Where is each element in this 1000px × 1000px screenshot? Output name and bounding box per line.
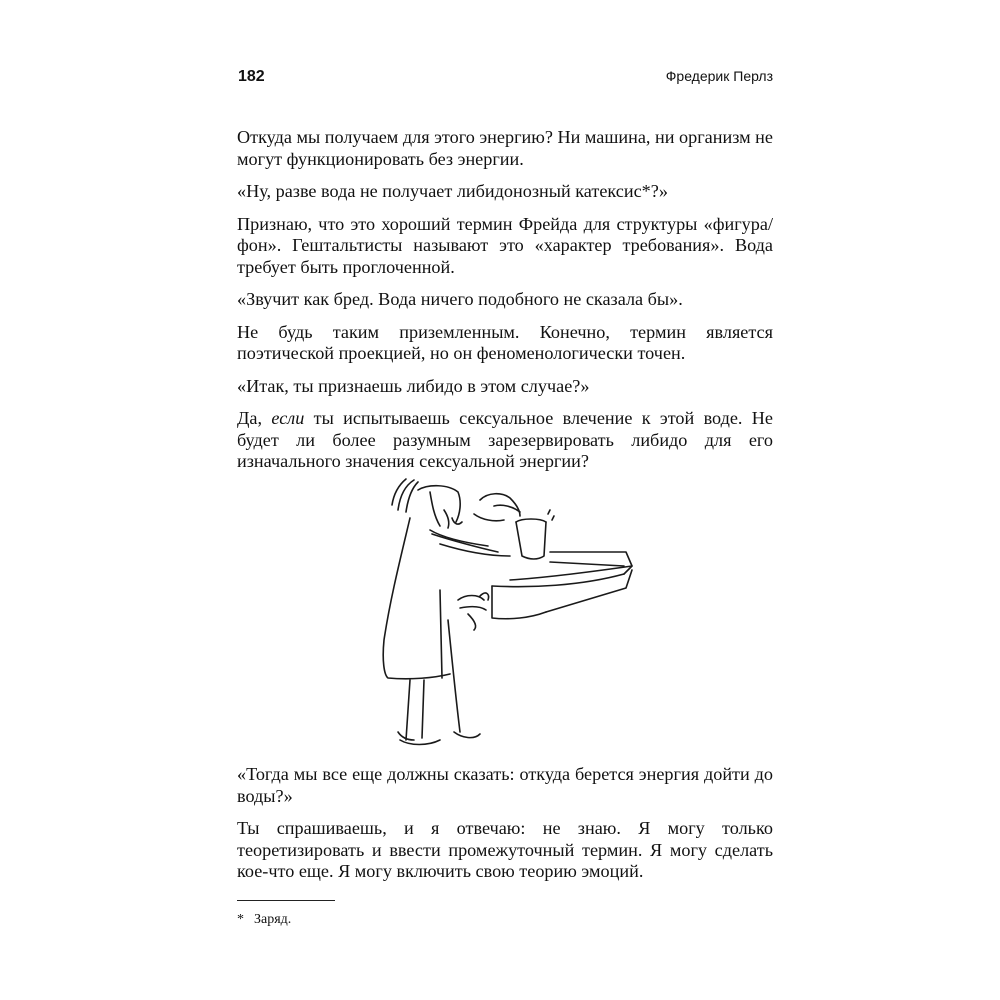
paragraph: Откуда мы получаем для этого энергию? Ни машина, ни организм не могут функционировать без энергии. [237,127,773,169]
paragraph-with-emphasis [237,408,773,473]
paragraph: «Итак, ты признаешь либидо в этом случае?» [237,375,590,396]
page-number: 182 [238,68,265,85]
paragraph: «Звучит как бред. Вода ничего подобного не сказала бы». [237,289,683,309]
paragraph: Ты спрашиваешь, и я отвечаю: не знаю. Я могу только теоретизировать и ввести промежуточный термин. Я могу сделать кое-что еще. Я могу включить свою теорию эмоций. [237,818,773,881]
paragraph-text-before: Да, [237,408,272,428]
running-head-author: Фредерик Перлз [665,68,773,84]
footnote-text: Заряд. [254,912,292,927]
footnote-divider [237,900,335,901]
paragraph: «Тогда мы все еще должны сказать: откуда берется энергия дойти до воды?» [237,764,773,806]
paragraph: Признаю, что это хороший термин Фрейда для структуры «фигура/фон». Гештальтисты называют это «характер требования». Вода требует быть проглоченной. [237,213,773,277]
paragraph: Не будь таким приземленным. Конечно, термин является поэтической проекцией, но он феноменологически точен. [237,321,773,363]
main-text-bottom [237,764,773,894]
paragraph-text-after: ты испытываешь сексуальное влечение к этой воде. Не будет ли более разумным зарезервировать либидо для его изначального значения сексуальной энергии? [237,408,774,471]
page-header [238,68,773,94]
footnote-mark: * [237,912,244,927]
paragraph: «Ну, разве вода не получает либидонозный катексис*?» [237,181,668,201]
emphasized-word: если [271,408,305,428]
footnote [237,912,291,928]
person-drinking-water-drawing-icon [370,470,640,755]
main-text-top [237,127,773,484]
